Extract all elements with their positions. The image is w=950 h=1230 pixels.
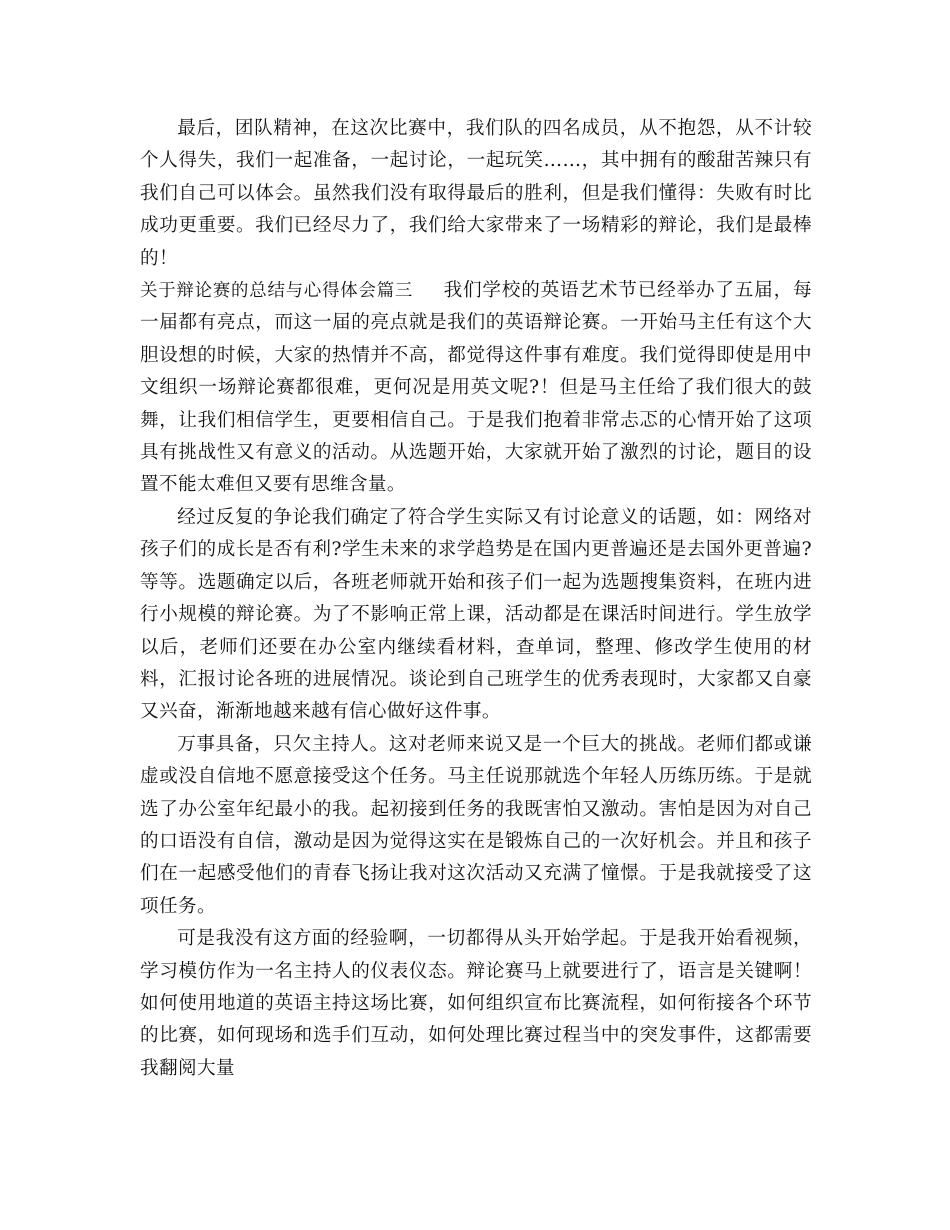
paragraph-team-spirit: 最后，团队精神，在这次比赛中，我们队的四名成员，从不抱怨，从不计较个人得失，我们一起准备，一起讨论，一起玩笑……，其中拥有的酸甜苦辣只有我们自己可以体会。虽然我们没有取得最后的胜利，但是我们懂得：失败有时比成功更重要。我们已经尽力了，我们给大家带来了一场精彩的辩论，我们是最棒的！: [140, 118, 812, 269]
document-page: [140, 113, 812, 1085]
section-block: [140, 275, 812, 502]
paragraph-host-preparation: 可是我没有这方面的经验啊，一切都得从头开始学起。于是我开始看视频，学习模仿作为一名主持人的仪表仪态。辩论赛马上就要进行了，语言是关键啊！如何使用地道的英语主持这场比赛，如何组织宣布比赛流程，如何衔接各个环节的比赛，如何现场和选手们互动，如何处理比赛过程当中的突发事件，这都需要我翻阅大量: [140, 928, 812, 1079]
paragraph-host-selection: 万事具备，只欠主持人。这对老师来说又是一个巨大的挑战。老师们都或谦虚或没自信地不愿意接受这个任务。马主任说那就选个年轻人历练历练。于是就选了办公室年纪最小的我。起初接到任务的我既害怕又激动。害怕是因为对自己的口语没有自信，激动是因为觉得这实在是锻炼自己的一次好机会。并且和孩子们在一起感受他们的青春飞扬让我对这次活动又充满了憧憬。于是我就接受了这项任务。: [140, 733, 812, 917]
paragraph-topic-selection: 经过反复的争论我们确定了符合学生实际又有讨论意义的话题，如：网络对孩子们的成长是否有利?学生未来的求学趋势是在国内更普遍还是去国外更普遍?等等。选题确定以后，各班老师就开始和孩子们一起为选题搜集资料，在班内进行小规模的辩论赛。为了不影响正常上课，活动都是在课活时间进行。学生放学以后，老师们还要在办公室内继续看材料，查单词，整理、修改学生使用的材料，汇报讨论各班的进展情况。谈论到自己班学生的优秀表现时，大家都又自豪又兴奋，渐渐地越来越有信心做好这件事。: [140, 506, 812, 723]
paragraph-english-festival: 我们学校的英语艺术节已经举办了五届，每一届都有亮点，而这一届的亮点就是我们的英语辩论赛。一开始马主任有这个大胆设想的时候，大家的热情并不高，都觉得这件事有难度。我们觉得即使是用中文组织一场辩论赛都很难，更何况是用英文呢?！但是马主任给了我们很大的鼓舞，让我们相信学生，更要相信自己。于是我们抱着非常忐忑的心情开始了这项具有挑战性又有意义的活动。从选题开始，大家就开始了激烈的讨论，题目的设置不能太难但又要有思维含量。: [140, 280, 812, 496]
section-heading: 关于辩论赛的总结与心得体会篇三: [140, 281, 414, 302]
